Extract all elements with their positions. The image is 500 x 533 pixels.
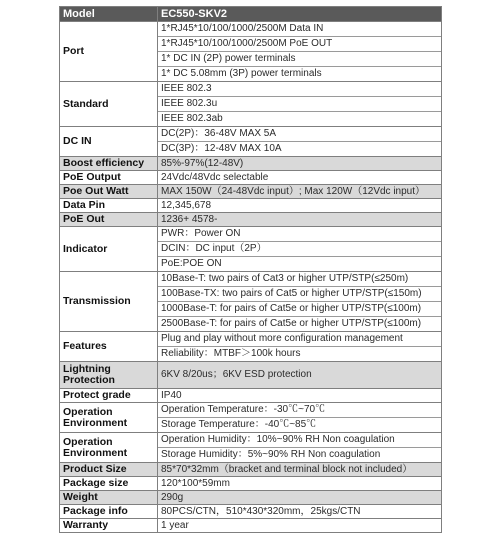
spec-key: Warranty — [60, 519, 158, 533]
spec-value: 290g — [158, 491, 442, 505]
spec-row — [60, 157, 442, 171]
spec-row — [60, 22, 442, 82]
spec-row — [60, 433, 442, 463]
spec-value-line: Operation Temperature：-30℃~70℃ — [158, 403, 441, 418]
spec-row — [60, 491, 442, 505]
spec-key: Poe Out Watt — [60, 185, 158, 199]
spec-value-line: Storage Humidity：5%~90% RH Non coagulation — [161, 449, 381, 460]
spec-key: DC IN — [60, 127, 158, 157]
spec-value-line: 2500Base-T: for pairs of Cat5e or higher UTP/STP(≤100m) — [161, 318, 422, 329]
spec-row — [60, 127, 442, 157]
spec-value: 6KV 8/20us；6KV ESD protection — [158, 362, 442, 389]
model-label: Model — [60, 7, 158, 22]
spec-value: 85%-97%(12-48V) — [158, 157, 442, 171]
spec-key: Data Pin — [60, 199, 158, 213]
spec-row — [60, 171, 442, 185]
spec-key: Protect grade — [60, 389, 158, 403]
spec-value-line: IEEE 802.3u — [158, 97, 441, 112]
spec-row — [60, 213, 442, 227]
spec-row — [60, 505, 442, 519]
spec-value-line: 1* DC IN (2P) power terminals — [158, 52, 441, 67]
header-row — [60, 7, 442, 22]
spec-value — [158, 82, 442, 127]
spec-key: Standard — [60, 82, 158, 127]
spec-key: Package size — [60, 477, 158, 491]
spec-row — [60, 272, 442, 332]
spec-key: Features — [60, 332, 158, 362]
spec-value-line: Storage Temperature：-40℃~85℃ — [161, 419, 317, 430]
spec-value-line: 10Base-T: two pairs of Cat3 or higher UTP/STP(≤250m) — [158, 272, 441, 287]
spec-value-line: 1*RJ45*10/100/1000/2500M PoE OUT — [158, 37, 441, 52]
spec-key: Operation Environment — [60, 433, 158, 463]
spec-key: Operation Environment — [60, 403, 158, 433]
spec-body — [60, 22, 442, 533]
spec-value: 85*70*32mm（bracket and terminal block not included） — [158, 463, 442, 477]
spec-value-line: DC(2P)：36-48V MAX 5A — [158, 127, 441, 142]
spec-value — [158, 227, 442, 272]
spec-value-line: Reliability：MTBF＞100k hours — [161, 348, 301, 359]
spec-value — [158, 22, 442, 82]
spec-value — [158, 403, 442, 433]
spec-row — [60, 463, 442, 477]
spec-value-line: 1000Base-T: for pairs of Cat5e or higher UTP/STP(≤100m) — [158, 302, 441, 317]
spec-value-line: 100Base-TX: two pairs of Cat5 or higher UTP/STP(≤150m) — [158, 287, 441, 302]
spec-value: 24Vdc/48Vdc selectable — [158, 171, 442, 185]
spec-key: Product Size — [60, 463, 158, 477]
model-value: EC550-SKV2 — [158, 7, 442, 22]
spec-value: 120*100*59mm — [158, 477, 442, 491]
spec-key: Lightning Protection — [60, 362, 158, 389]
spec-row — [60, 82, 442, 127]
spec-value — [158, 433, 442, 463]
spec-key: Port — [60, 22, 158, 82]
spec-key: Boost efficiency — [60, 157, 158, 171]
spec-value — [158, 332, 442, 362]
spec-row — [60, 403, 442, 433]
spec-row — [60, 227, 442, 272]
spec-value-line: DC(3P)：12-48V MAX 10A — [161, 143, 282, 154]
spec-row — [60, 332, 442, 362]
spec-value-line: 1*RJ45*10/100/1000/2500M Data IN — [158, 22, 441, 37]
spec-key: PoE Out — [60, 213, 158, 227]
spec-row — [60, 477, 442, 491]
spec-key: Indicator — [60, 227, 158, 272]
spec-value: 12,345,678 — [158, 199, 442, 213]
spec-key: Package info — [60, 505, 158, 519]
spec-row — [60, 519, 442, 533]
spec-key: Transmission — [60, 272, 158, 332]
spec-value-line: PoE:POE ON — [161, 258, 222, 269]
spec-value: 1 year — [158, 519, 442, 533]
spec-value — [158, 272, 442, 332]
spec-table — [59, 6, 442, 533]
spec-value: IP40 — [158, 389, 442, 403]
spec-row — [60, 389, 442, 403]
spec-value-line: IEEE 802.3ab — [161, 113, 223, 124]
spec-key: Weight — [60, 491, 158, 505]
spec-value-line: DCIN：DC input（2P） — [158, 242, 441, 257]
spec-value: 1236+ 4578- — [158, 213, 442, 227]
spec-value-line: Plug and play without more configuration management — [158, 332, 441, 347]
spec-value — [158, 127, 442, 157]
spec-key: PoE Output — [60, 171, 158, 185]
spec-row — [60, 185, 442, 199]
spec-value: 80PCS/CTN，510*430*320mm，25kgs/CTN — [158, 505, 442, 519]
spec-row — [60, 199, 442, 213]
spec-value: MAX 150W（24-48Vdc input）; Max 120W（12Vdc input） — [158, 185, 442, 199]
spec-row — [60, 362, 442, 389]
spec-value-line: PWR：Power ON — [158, 227, 441, 242]
spec-value-line: Operation Humidity：10%~90% RH Non coagulation — [158, 433, 441, 448]
spec-value-line: IEEE 802.3 — [158, 82, 441, 97]
spec-value-line: 1* DC 5.08mm (3P) power terminals — [161, 68, 322, 79]
